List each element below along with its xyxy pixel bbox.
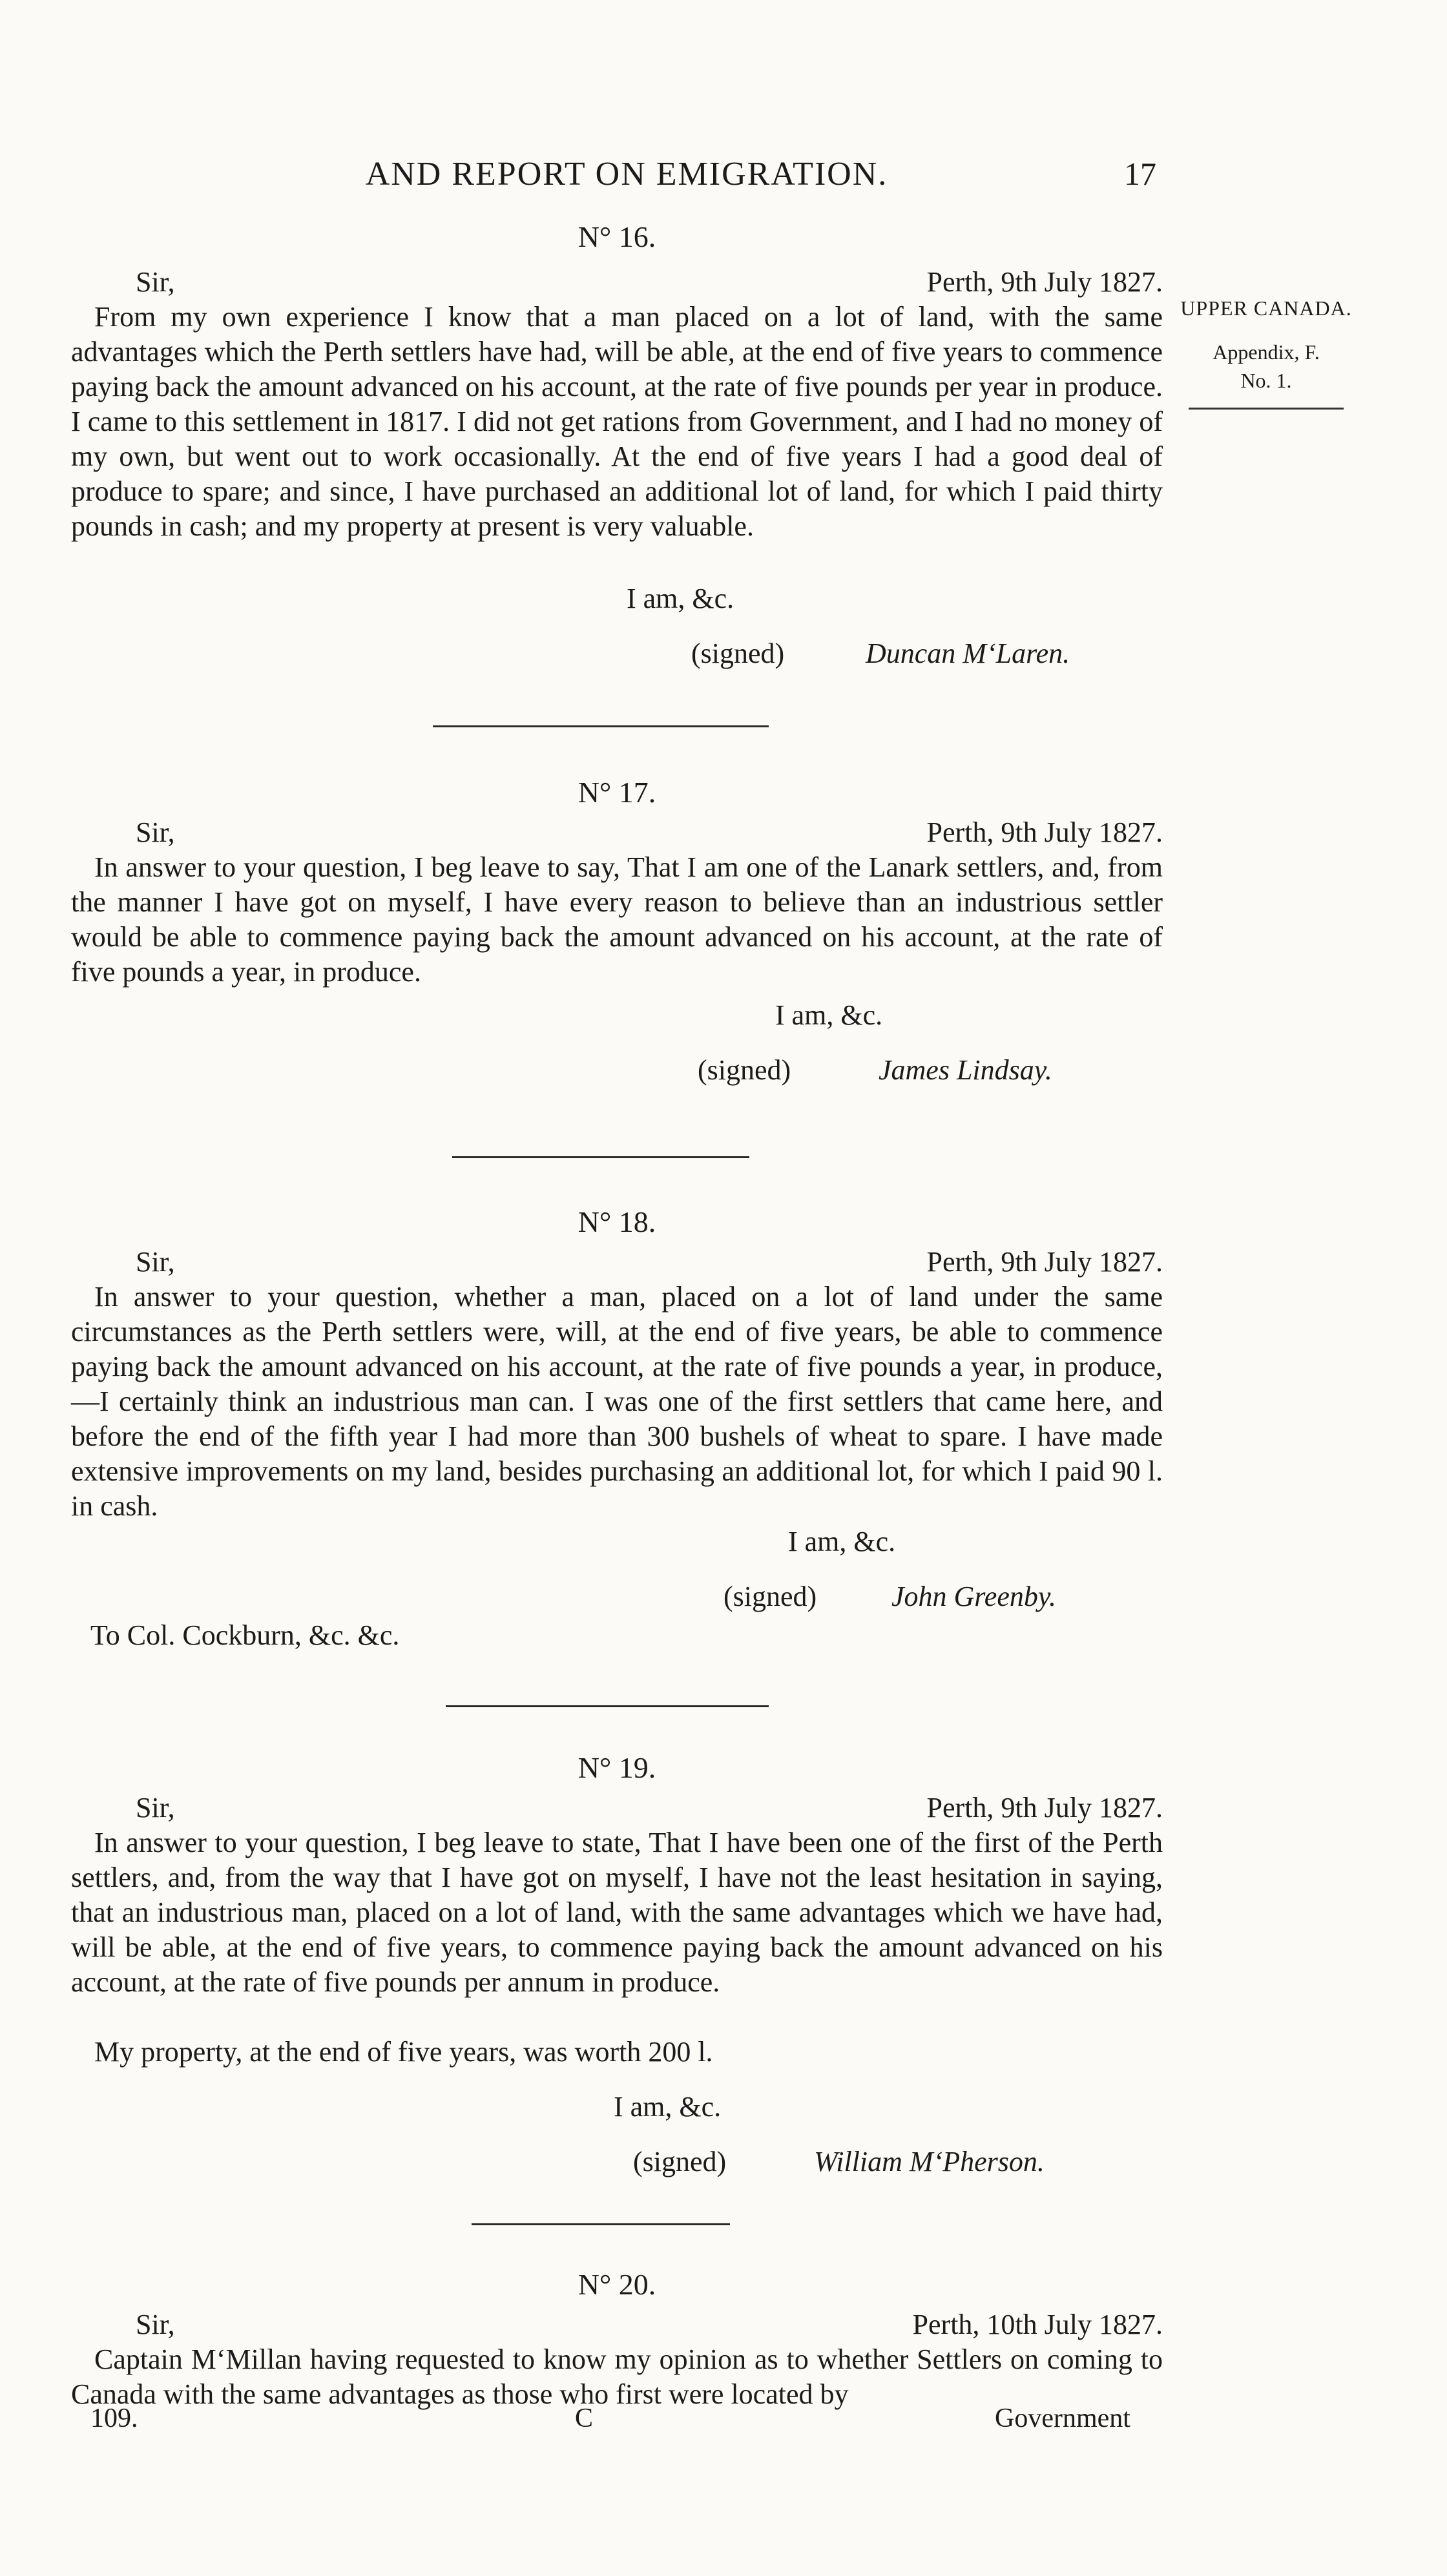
letter-dateline: Perth, 9th July 1827. (926, 1246, 1163, 1278)
footer-sheet-number: 109. (90, 2404, 138, 2433)
letter-salutation: Sir, (136, 2309, 175, 2340)
letter-dateline: Perth, 9th July 1827. (926, 816, 1163, 848)
margin-note (1169, 294, 1363, 410)
letter-dateline: Perth, 9th July 1827. (926, 266, 1163, 298)
letter-closing: I am, &c. (627, 583, 734, 614)
letter-closing: I am, &c. (775, 999, 883, 1031)
letter-dateline: Perth, 9th July 1827. (926, 1792, 1163, 1823)
letter-number: N° 18. (578, 1205, 656, 1238)
section-divider (452, 1156, 749, 1158)
letter-salutation: Sir, (136, 1246, 175, 1278)
margin-note-number: No. 1. (1240, 369, 1292, 392)
section-divider (446, 1705, 769, 1707)
letter-signer: William M‘Pherson. (814, 2146, 1045, 2177)
letter-salutation: Sir, (136, 1792, 175, 1823)
letter-body: In answer to your question, I beg leave to state, That I have been one of the first of the Perth settlers, and, from the way that I have got on myself, I have not the least hesitation in saying, that an industrious man, placed on a lot of land, with the same advantages which we have had, will be able, at the end of five years, to commence paying back the amount advanced on his account, at the rate of five pounds per annum in produce. (71, 1827, 1163, 1998)
letter-body: In answer to your question, I beg leave to say, That I am one of the Lanark settlers, and, from the manner I have got on myself, I have every reason to believe than an industrious settler would be able to commence paying back the amount advanced on his account, at the rate of five pounds a year, in produce. (71, 851, 1163, 988)
margin-note-rule (1189, 408, 1344, 410)
letter-dateline: Perth, 10th July 1827. (912, 2309, 1163, 2340)
margin-note-appendix: Appendix, F. (1213, 340, 1320, 364)
page-header-title: AND REPORT ON EMIGRATION. (365, 156, 888, 192)
letter-signer: John Greenby. (891, 1581, 1056, 1612)
letter-number: N° 17. (578, 776, 656, 809)
letter-body: Captain M‘Millan having requested to know my opinion as to whether Settlers on coming to Canada with the same advantages as those who first were located by (71, 2343, 1163, 2410)
letter-signer: Duncan M‘Laren. (866, 638, 1070, 669)
letter-addressee: To Col. Cockburn, &c. &c. (90, 1619, 400, 1651)
footer-signature-mark: C (575, 2404, 594, 2433)
letter-signer: James Lindsay. (879, 1054, 1052, 1086)
letter-number: N° 16. (578, 220, 656, 253)
letter-number: N° 20. (578, 2268, 656, 2301)
letter-body: From my own experience I know that a man placed on a lot of land, with the same advantages which the Perth settlers have had, will be able, at the end of five years to commence paying back the amount advanced on his account, at the rate of five pounds per year in produce. I came to this settlement in 1817. I did not get rations from Government, and I had no money of my own, but went out to work occasionally. At the end of five years I had a good deal of produce to spare; and since, I have purchased an additional lot of land, for which I paid thirty pounds in cash; and my property at present is very valuable. (71, 301, 1163, 542)
letter-body-postscript: My property, at the end of five years, was worth 200 l. (94, 2036, 713, 2068)
letter-closing: I am, &c. (788, 1526, 896, 1557)
letter-signed: (signed) (698, 1054, 791, 1086)
section-divider (472, 2223, 730, 2225)
letter-closing: I am, &c. (614, 2091, 722, 2123)
letter-signed: (signed) (691, 638, 785, 669)
page-number: 17 (1124, 156, 1156, 192)
letter-number: N° 19. (578, 1751, 656, 1784)
section-divider (433, 725, 769, 727)
letter-signed: (signed) (724, 1581, 817, 1612)
letter-body: In answer to your question, whether a man, placed on a lot of land under the same circumstances as the Perth settlers were, will, at the end of five years, be able to commence paying back the amount advanced on his account, at the rate of five pounds a year, in produce,—I certainly think an industrious man can. I was one of the first settlers that came here, and before the end of the fifth year I had more than 300 bushels of wheat to spare. I have made extensive improvements on my land, besides purchasing an additional lot, for which I paid 90 l. in cash. (71, 1281, 1163, 1522)
letter-signed: (signed) (633, 2146, 727, 2177)
letter-salutation: Sir, (136, 266, 175, 298)
letter-salutation: Sir, (136, 816, 175, 848)
margin-note-region: UPPER CANADA. (1180, 296, 1352, 320)
footer-catchword: Government (995, 2404, 1130, 2433)
